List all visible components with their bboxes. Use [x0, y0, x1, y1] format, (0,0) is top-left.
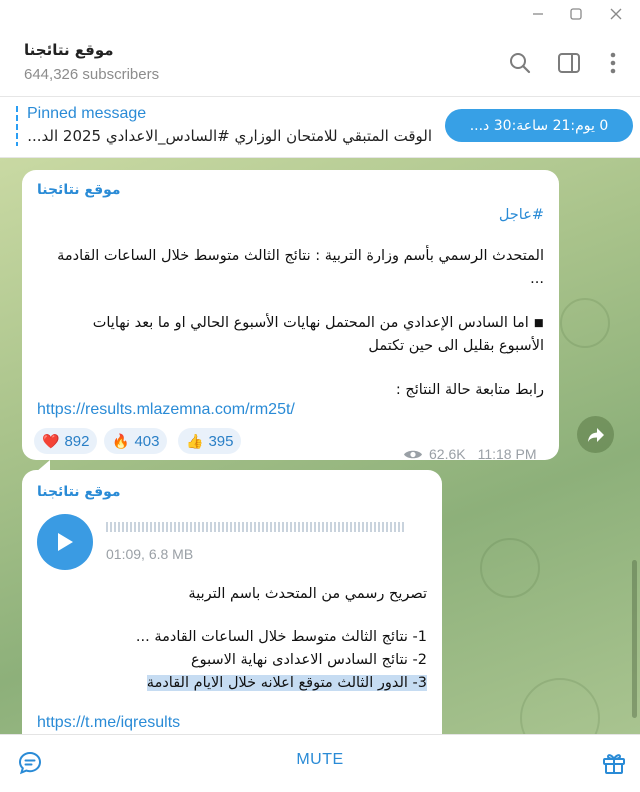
forward-button[interactable]	[577, 416, 614, 453]
minimize-icon[interactable]	[521, 0, 555, 28]
message-sender[interactable]: موقع نتائجنا	[37, 182, 121, 198]
message-text: الأسبوع بقليل الى حين تكتمل	[368, 338, 544, 354]
mute-button[interactable]: MUTE	[296, 751, 344, 768]
results-link[interactable]: https://results.mlazemna.com/rm25t/	[37, 401, 295, 418]
background-pattern	[480, 538, 540, 598]
sidebar-toggle-icon[interactable]	[556, 50, 582, 76]
pinned-message-bar[interactable]	[0, 97, 640, 157]
pinned-text: الوقت المتبقي للامتحان الوزاري #السادس_الاعدادي 2025 الد...	[27, 127, 432, 145]
views-eye-icon	[403, 448, 423, 461]
selected-text: 3- الدور الثالث متوقع اعلانه خلال الايام القادمة	[146, 675, 427, 691]
maximize-icon[interactable]	[559, 0, 593, 28]
message-meta	[403, 446, 536, 462]
play-icon	[56, 532, 74, 552]
message-text: 1- نتائج الثالث متوسط خلال الساعات القادمة ...	[135, 629, 427, 645]
reaction-fire[interactable]	[104, 428, 167, 454]
views-count: 62.6K	[429, 446, 466, 462]
heart-icon: ❤️	[42, 432, 60, 449]
message-bubble[interactable]	[22, 170, 559, 460]
play-button[interactable]	[37, 514, 93, 570]
window-titlebar	[0, 0, 640, 28]
pinned-indicator	[16, 106, 18, 146]
channel-link[interactable]: https://t.me/iqresults	[37, 714, 181, 731]
discussion-icon[interactable]	[17, 750, 43, 776]
message-text: تصريح رسمي من المتحدث باسم التربية	[188, 586, 427, 602]
pinned-label: Pinned message	[27, 105, 147, 122]
hashtag-link[interactable]: #عاجل	[498, 207, 544, 223]
reaction-count: 403	[134, 432, 160, 450]
fire-icon: 🔥	[112, 432, 130, 449]
chat-scrollbar-thumb[interactable]	[632, 560, 637, 718]
reaction-thumbs-up[interactable]	[178, 428, 241, 454]
message-text: ◾ اما السادس الإعدادي من المحتمل نهايات الأسبوع الحالي او ما بعد نهايات	[92, 315, 544, 331]
chat-area[interactable]	[0, 158, 640, 734]
background-pattern	[520, 678, 600, 734]
pinned-action-button[interactable]: 0 يوم:21 ساعة:30 د...	[445, 109, 633, 142]
message-bubble[interactable]	[22, 470, 442, 734]
audio-duration-size: 01:09, 6.8 MB	[106, 546, 194, 562]
reaction-heart[interactable]	[34, 428, 97, 454]
message-text: رابط متابعة حالة النتائج :	[395, 382, 544, 398]
message-sender[interactable]: موقع نتائجنا	[37, 484, 121, 500]
message-text: 2- نتائج السادس الاعدادى نهاية الاسبوع	[190, 652, 427, 668]
reaction-count: 395	[208, 432, 234, 450]
message-text: ...	[530, 271, 544, 287]
message-time: 11:18 PM	[477, 446, 537, 462]
more-menu-icon[interactable]	[600, 50, 626, 76]
bottom-bar	[0, 734, 640, 792]
chat-header[interactable]	[0, 28, 640, 96]
reaction-count: 892	[64, 432, 90, 450]
message-text-selected	[37, 672, 427, 695]
gift-icon[interactable]	[601, 750, 627, 776]
thumbs-up-icon: 👍	[186, 432, 204, 449]
background-pattern	[560, 298, 610, 348]
message-text: المتحدث الرسمي بأسم وزارة التربية : نتائج الثالث متوسط خلال الساعات القادمة	[57, 248, 544, 264]
close-icon[interactable]	[599, 0, 633, 28]
audio-waveform[interactable]	[106, 522, 406, 532]
forward-icon	[587, 427, 605, 443]
channel-title[interactable]: موقع نتائجنا	[24, 41, 114, 59]
subscriber-count: 644,326 subscribers	[24, 66, 160, 83]
search-icon[interactable]	[507, 50, 533, 76]
